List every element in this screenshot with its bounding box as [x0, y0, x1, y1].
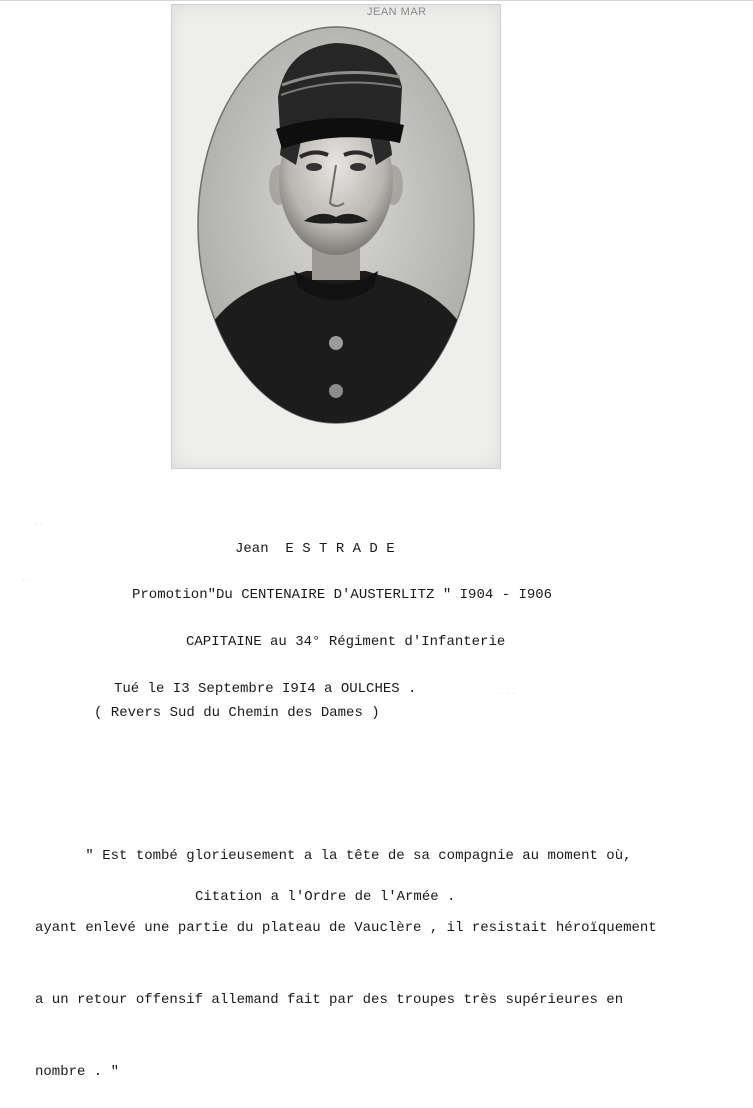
quote-line: ayant enlevé une partie du plateau de Vauclère , il resistait héroïquement — [35, 920, 657, 936]
portrait-photo — [171, 4, 501, 469]
location-line: ( Revers Sud du Chemin des Dames ) — [94, 705, 380, 721]
page-top-edge — [0, 0, 753, 1]
quote-line: a un retour offensif allemand fait par des troupes très supérieures en — [35, 992, 624, 1008]
officer-name: Jean E S T R A D E — [235, 541, 395, 557]
promotion-line: Promotion"Du CENTENAIRE D'AUSTERLITZ " I904 - I906 — [132, 587, 553, 603]
portrait-image — [196, 25, 476, 425]
bleed-through-mark: · · · — [28, 518, 44, 529]
quote-line: nombre . " — [35, 1064, 120, 1080]
bleed-through-mark: · · — [22, 574, 32, 585]
death-line: Tué le I3 Septembre I9I4 a OULCHES . — [114, 681, 417, 697]
quote-line: " Est tombé glorieusement a la tête de sa compagnie au moment où, — [35, 848, 632, 864]
rank-line: CAPITAINE au 34° Régiment d'Infanterie — [186, 634, 506, 650]
photo-stamp-text: JEAN MAR — [367, 6, 427, 18]
citation-quote — [35, 796, 747, 1108]
citation-line: Citation a l'Ordre de l'Armée . — [195, 889, 456, 905]
bleed-through-mark: · · · — [500, 688, 516, 699]
